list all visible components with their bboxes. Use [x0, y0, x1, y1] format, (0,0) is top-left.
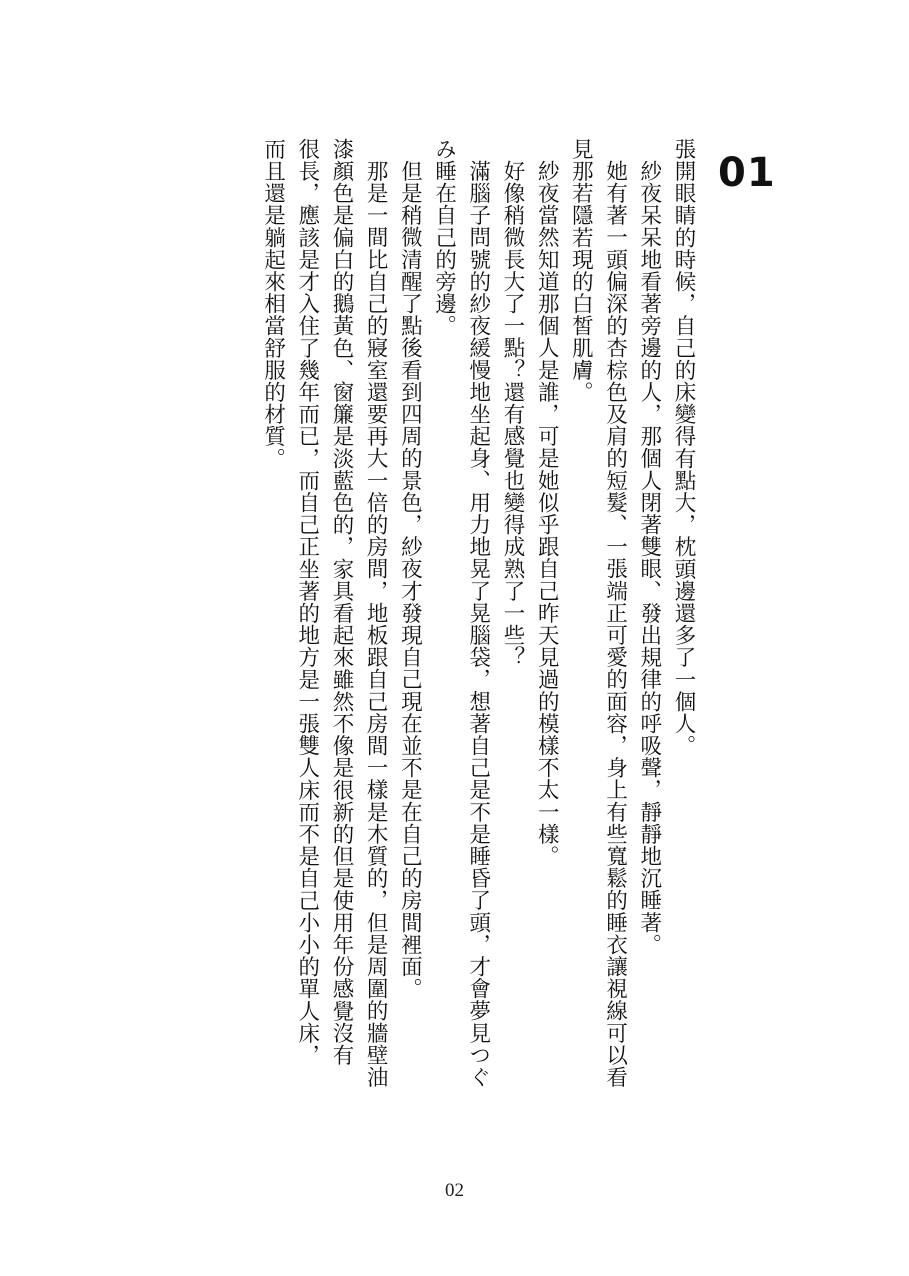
page-number: 02: [445, 1180, 464, 1201]
chapter-number: 01: [718, 150, 776, 196]
paragraph-6: 滿腦子問號的紗夜緩慢地坐起身、用力地晃了晃腦袋，想著自己是不是睡昏了頭，才會夢見つぐみ睡在自己的旁邊。: [431, 138, 491, 1088]
paragraph-8: 那是一間比自己的寢室還要再大一倍的房間，地板跟自己房間一樣是木質的，但是周圍的牆壁油漆顏色是偏白的鵝黃色、窗簾是淡藍色的，家具看起來雖然不像是很新的但是使用年份感覺沒有很長，應該是才入住了幾年而已，而自己正坐著的地方是一張雙人床而不是自己小小的單人床，而且還是躺起來相當舒服的材質。: [260, 138, 389, 1088]
paragraph-1: 張開眼睛的時候，自己的床變得有點大，枕頭邊還多了一個人。: [671, 138, 696, 757]
paragraph-2: 紗夜呆呆地看著旁邊的人，那個人閉著雙眼、發出規律的呼吸聲，靜靜地沉睡著。: [636, 159, 662, 956]
paragraph-7: 但是稍微清醒了點後看到四周的景色，紗夜才發現自己現在並不是在自己的房間裡面。: [397, 159, 423, 1000]
paragraph-4: 紗夜當然知道那個人是誰，可是她似乎跟自己昨天見過的模樣不太一樣。: [534, 159, 560, 867]
paragraph-3: 她有著一頭偏深的杏棕色及肩的短髮、一張端正可愛的面容，身上有些寬鬆的睡衣讓視線可以看見那若隱若現的白皙肌膚。: [568, 138, 628, 1088]
body-text: [222, 138, 700, 1088]
paragraph-5: 好像稍微長大了一點？還有感覺也變得成熟了一些？: [499, 159, 525, 668]
